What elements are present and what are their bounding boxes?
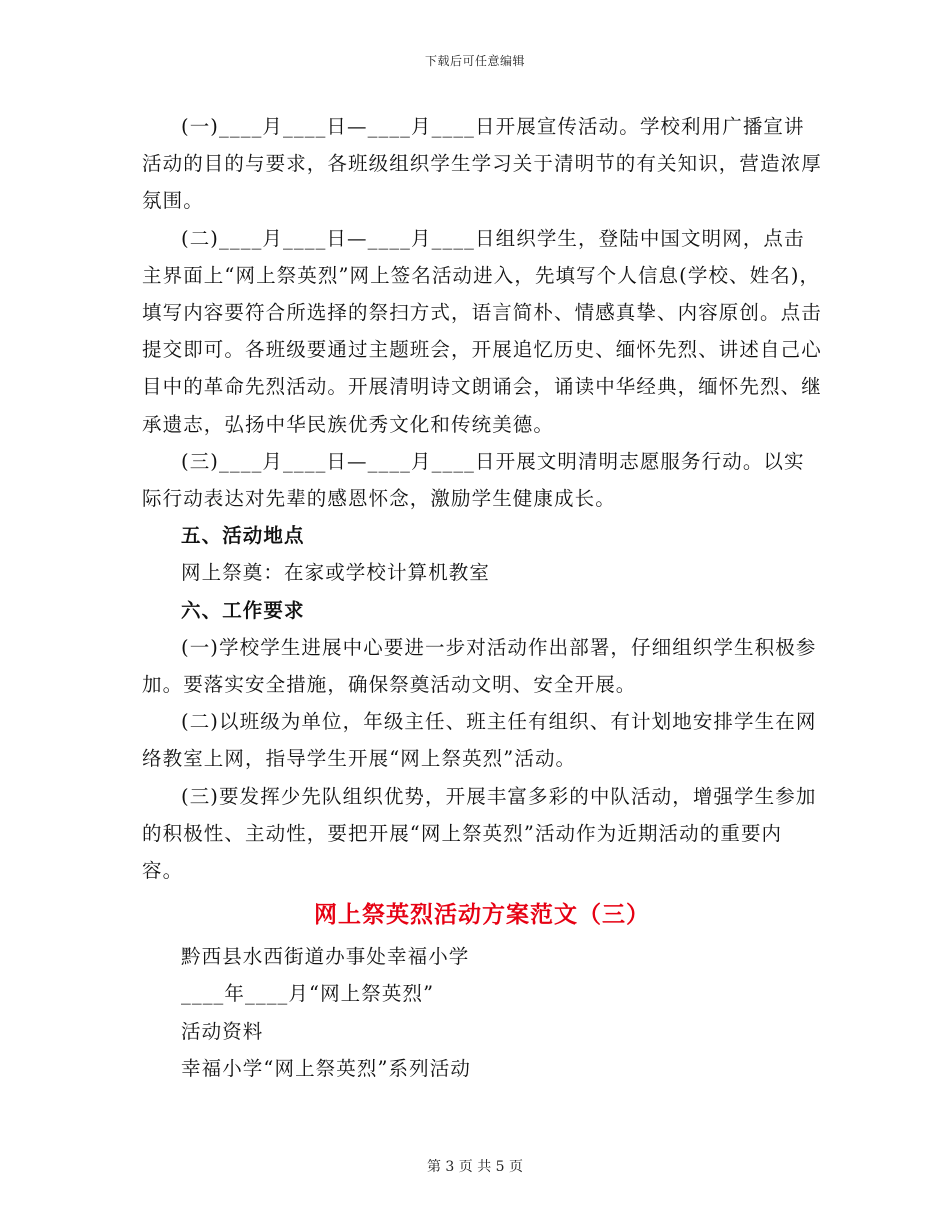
paragraph-online-signing-activity: (二)____月____日—____月____日组织学生，登陆中国文明网，点击主界面上“网上祭英烈”网上签名活动进入，先填写个人信息(学校、姓名)，填写内容要符合所选择的祭扫方式，语言简朴、情感真挚、内容原创。点击提交即可。各班级要通过主题班会，开展追忆历史、缅怀先烈、讲述自己心目中的革命先烈活动。开展清明诗文朗诵会，诵读中华经典，缅怀先烈、继承遗志，弘扬中华民族优秀文化和传统美德。	[142, 226, 822, 436]
document-body	[142, 108, 822, 1087]
heading-work-requirements: 六、工作要求	[181, 598, 305, 622]
paragraph-requirement-1: (一)学校学生进展中心要进一步对活动作出部署，仔细组织学生积极参加。要落实安全措施，确保祭奠活动文明、安全开展。	[142, 635, 817, 697]
paragraph-school-name: 黔西县水西街道办事处幸福小学	[181, 945, 470, 969]
paragraph-series-activity: 幸福小学“网上祭英烈”系列活动	[181, 1056, 471, 1080]
paragraph-volunteer-service: (三)____月____日—____月____日开展文明清明志愿服务行动。以实际行动表达对先辈的感恩怀念，激励学生健康成长。	[142, 449, 805, 511]
heading-activity-location: 五、活动地点	[181, 524, 305, 548]
paragraph-promotion-activity: (一)____月____日—____月____日开展宣传活动。学校利用广播宣讲活动的目的与要求，各班级组织学生学习关于清明节的有关知识，营造浓厚氛围。	[142, 115, 822, 213]
paragraph-activity-materials: 活动资料	[181, 1019, 264, 1043]
page-header: 下载后可任意编辑	[424, 54, 525, 68]
section-title: 网上祭英烈活动方案范文（三）	[314, 901, 650, 929]
paragraph-requirement-3: (三)要发挥少先队组织优势，开展丰富多彩的中队活动，增强学生参加的积极性、主动性，要把开展“网上祭英烈”活动作为近期活动的重要内容。	[142, 784, 817, 883]
page-footer: 第 3 页 共 5 页	[426, 1159, 524, 1175]
paragraph-requirement-2: (二)以班级为单位，年级主任、班主任有组织、有计划地安排学生在网络教室上网，指导学生开展“网上祭英烈”活动。	[142, 710, 817, 771]
paragraph-date-line: ____年____月“网上祭英烈”	[181, 982, 435, 1006]
paragraph-location-detail: 网上祭奠：在家或学校计算机教室	[181, 561, 491, 585]
